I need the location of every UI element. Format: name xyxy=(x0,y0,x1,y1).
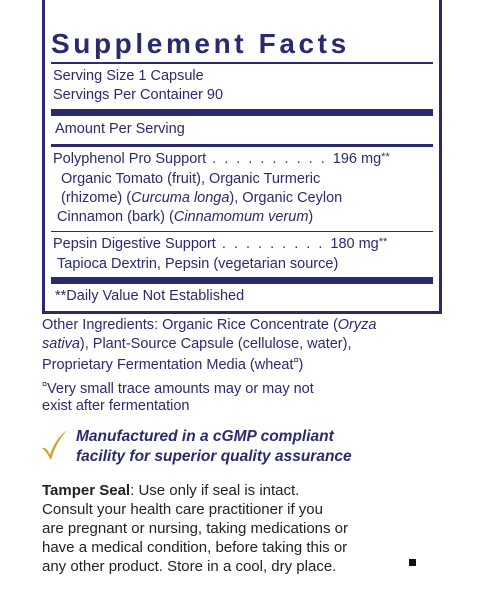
latin-name: Oryza xyxy=(337,317,377,333)
leader-dots: . . . . . . . . . xyxy=(215,236,331,252)
ingredients-text: Proprietary Fermentation Media (wheat xyxy=(42,356,294,373)
tamper-line: are pregnant or nursing, taking medications or xyxy=(42,520,349,537)
trace-note-line: exist after fermentation xyxy=(42,398,190,414)
desc-text: Tapioca Dextrin, Pepsin (vegetarian source) xyxy=(57,256,339,272)
black-square-mark xyxy=(409,559,416,566)
tamper-line: any other product. Store in a cool, dry place. xyxy=(42,558,337,575)
tamper-line: have a medical condition, before taking this or xyxy=(42,539,348,556)
nutrient-desc-line xyxy=(57,209,313,225)
nutrient-amount: 196 mg xyxy=(332,151,382,167)
supplement-facts-panel xyxy=(42,0,442,314)
amount-per-serving: Amount Per Serving xyxy=(55,121,185,137)
serving-size: Serving Size 1 Capsule xyxy=(53,68,204,84)
ingredients-text: ) xyxy=(298,356,304,373)
latin-name: Cinnamomum verum xyxy=(173,209,309,225)
nutrient-row xyxy=(53,236,387,252)
latin-name: sativa xyxy=(42,336,80,352)
desc-text: (rhizome) ( xyxy=(61,190,132,206)
nutrient-name: Pepsin Digestive Support xyxy=(53,236,216,252)
divider-thin xyxy=(51,62,433,64)
desc-text: Cinnamon (bark) ( xyxy=(57,209,174,225)
latin-name: Curcuma longa xyxy=(131,190,230,206)
trace-text: Very small trace amounts may or may not xyxy=(47,380,314,397)
footnote-marker: ¤ xyxy=(293,355,299,365)
divider-thick xyxy=(51,277,433,284)
facts-title: Supplement Facts xyxy=(51,28,350,59)
dv-marker: ** xyxy=(381,151,390,163)
servings-per-container: Servings Per Container 90 xyxy=(53,87,224,103)
divider-hairline xyxy=(51,231,433,232)
leader-dots: . . . . . . . . . . xyxy=(206,151,333,167)
nutrient-desc-line xyxy=(57,256,338,272)
tamper-label: Tamper Seal xyxy=(42,482,131,499)
other-ingredients-line xyxy=(42,336,351,352)
dv-marker: ** xyxy=(378,236,388,248)
tamper-line: Consult your health care practitioner if you xyxy=(42,501,323,518)
other-ingredients-line xyxy=(42,355,303,373)
nutrient-desc-line xyxy=(61,171,320,187)
footnote-marker: ¤ xyxy=(42,379,48,389)
divider-medium xyxy=(51,144,433,147)
ingredients-text: Other Ingredients: Organic Rice Concentrate ( xyxy=(42,317,338,333)
desc-text: ) xyxy=(308,209,314,225)
ingredients-text: ), Plant-Source Capsule (cellulose, water), xyxy=(79,336,352,352)
desc-text: ), Organic Ceylon xyxy=(229,190,343,206)
tamper-line xyxy=(42,482,442,499)
desc-text: Organic Tomato (fruit), Organic Turmeric xyxy=(61,171,321,187)
checkmark-icon xyxy=(40,428,68,462)
nutrient-row xyxy=(53,151,390,167)
tamper-text: : Use only if seal is intact. xyxy=(130,482,300,499)
nutrient-amount: 180 mg xyxy=(330,236,379,252)
nutrient-desc-line xyxy=(61,190,342,206)
divider-thick xyxy=(51,109,433,116)
nutrient-name: Polyphenol Pro Support xyxy=(53,151,207,167)
cgmp-line-2: facility for superior quality assurance xyxy=(76,448,352,465)
daily-value-footnote: **Daily Value Not Established xyxy=(55,288,245,304)
other-ingredients-line xyxy=(42,317,376,333)
trace-note-line xyxy=(42,379,314,397)
cgmp-line-1: Manufactured in a cGMP compliant xyxy=(76,428,334,445)
